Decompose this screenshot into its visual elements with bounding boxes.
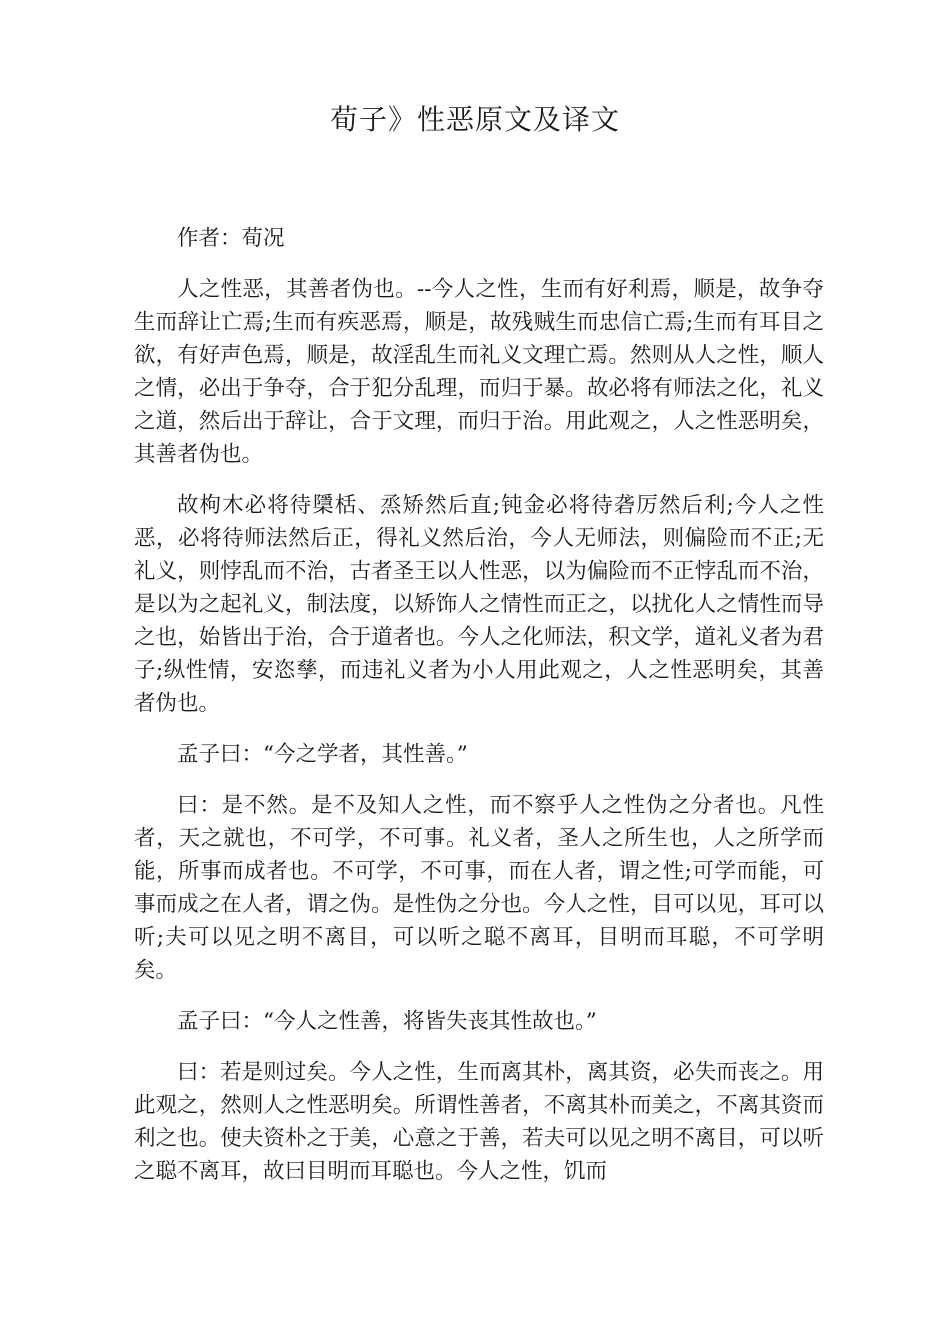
paragraph: 曰：是不然。是不及知人之性，而不察乎人之性伪之分者也。凡性者，天之就也，不可学，不可事。礼义者，圣人之所生也，人之所学而能，所事而成者也。不可学，不可事，而在人者，谓之性;可学而能，可事而成之在人者，谓之伪。是性伪之分也。今人之性，目可以见，耳可以听;夫可以见之明不离目，可以听之聪不离耳，目明而耳聪，不可学明矣。 [134,793,824,983]
paragraph: 人之性恶，其善者伪也。--今人之性，生而有好利焉，顺是，故争夺生而辞让亡焉;生而有疾恶焉，顺是，故残贼生而忠信亡焉;生而有耳目之欲，有好声色焉，顺是，故淫乱生而礼义文理亡焉。然则从人之性，顺人之情，必出于争夺，合于犯分乱理，而归于暴。故必将有师法之化，礼义之道，然后出于辞让，合于文理，而归于治。用此观之，人之性恶明矣，其善者伪也。 [134,277,824,467]
document-title: 荀子》性恶原文及译文 [329,103,620,136]
document-body [134,222,824,1206]
author-line: 作者：荀况 [177,226,285,251]
paragraph: 故枸木必将待檃栝、烝矫然后直;钝金必将待砻厉然后利;今人之性恶，必将待师法然后正，得礼义然后治，今人无师法，则偏险而不正;无礼义，则悖乱而不治，古者圣王以人性恶，以为偏险而不正悖乱而不治，是以为之起礼义，制法度，以矫饰人之情性而正之，以扰化人之情性而导之也，始皆出于治，合于道者也。今人之化师法，积文学，道礼义者为君子;纵性情，安恣孳，而违礼义者为小人用此观之，人之性恶明矣，其善者伪也。 [134,493,824,716]
paragraph: 曰：若是则过矣。今人之性，生而离其朴，离其资，必失而丧之。用此观之，然则人之性恶明矣。所谓性善者，不离其朴而美之，不离其资而利之也。使夫资朴之于美，心意之于善，若夫可以见之明不离目，可以听之聪不离耳，故曰目明而耳聪也。今人之性，饥而 [134,1060,824,1184]
quote-paragraph: 孟子曰：“今之学者，其性善。” [177,742,468,767]
quote-paragraph: 孟子曰：“今人之性善，将皆失丧其性故也。” [177,1009,597,1034]
